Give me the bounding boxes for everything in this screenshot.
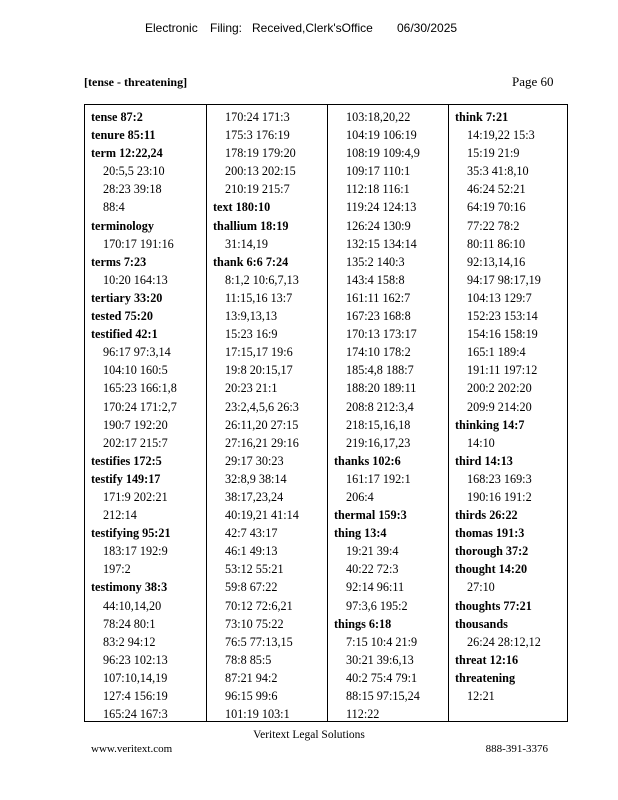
- index-reference: 190:7 192:20: [103, 417, 168, 432]
- index-reference: 87:21 94:2: [225, 670, 278, 685]
- index-reference: 53:12 55:21: [225, 562, 284, 577]
- index-reference: 97:3,6 195:2: [346, 598, 408, 613]
- index-reference: 83:2 94:12: [103, 634, 156, 649]
- index-reference: 59:8 67:22: [225, 580, 278, 595]
- filing-label: Filing:: [210, 21, 243, 35]
- index-column-3: [327, 105, 449, 721]
- index-reference: 20:5,5 23:10: [103, 164, 165, 179]
- index-reference: 161:17 192:1: [346, 471, 411, 486]
- index-column-2: [206, 105, 328, 721]
- index-reference: 200:13 202:15: [225, 164, 296, 179]
- index-reference: 170:17 191:16: [103, 236, 174, 251]
- index-reference: 107:10,14,19: [103, 670, 168, 685]
- index-reference: 108:19 109:4,9: [346, 146, 420, 161]
- index-reference: 88:4: [103, 200, 125, 215]
- index-reference: 19:21 39:4: [346, 544, 399, 559]
- index-term: tertiary 33:20: [91, 290, 163, 305]
- index-term: terminology: [91, 218, 154, 233]
- index-term: threatening: [455, 670, 516, 685]
- index-reference: 206:4: [346, 489, 374, 504]
- index-reference: 46:1 49:13: [225, 544, 278, 559]
- index-reference: 165:1 189:4: [467, 345, 526, 360]
- index-reference: 46:24 52:21: [467, 182, 526, 197]
- index-term: testifies 172:5: [91, 453, 162, 468]
- index-term: thoughts 77:21: [455, 598, 532, 613]
- index-reference: 170:24 171:2,7: [103, 399, 177, 414]
- index-reference: 152:23 153:14: [467, 309, 538, 324]
- index-reference: 185:4,8 188:7: [346, 363, 414, 378]
- index-reference: 35:3 41:8,10: [467, 164, 529, 179]
- index-term: testimony 38:3: [91, 580, 168, 595]
- index-reference: 154:16 158:19: [467, 327, 538, 342]
- index-reference: 92:13,14,16: [467, 254, 526, 269]
- index-term: thank 6:6 7:24: [213, 254, 289, 269]
- index-reference: 28:23 39:18: [103, 182, 162, 197]
- index-reference: 13:9,13,13: [225, 309, 278, 324]
- index-reference: 104:19 106:19: [346, 128, 417, 143]
- index-grid: [84, 104, 568, 722]
- index-reference: 170:24 171:3: [225, 110, 290, 124]
- index-reference: 212:14: [103, 508, 137, 523]
- index-reference: 210:19 215:7: [225, 182, 290, 197]
- index-reference: 14:19,22 15:3: [467, 128, 535, 143]
- index-term: third 14:13: [455, 453, 513, 468]
- index-reference: 40:19,21 41:14: [225, 508, 299, 523]
- index-reference: 7:15 10:4 21:9: [346, 634, 418, 649]
- index-reference: 103:18,20,22: [346, 110, 411, 124]
- index-reference: 31:14,19: [225, 236, 268, 251]
- index-reference: 209:9 214:20: [467, 399, 532, 414]
- index-reference: 183:17 192:9: [103, 544, 168, 559]
- index-term: thomas 191:3: [455, 526, 525, 541]
- index-reference: 112:18 116:1: [346, 182, 410, 197]
- index-reference: 30:21 39:6,13: [346, 652, 414, 667]
- index-term: testifying 95:21: [91, 526, 171, 541]
- index-reference: 27:16,21 29:16: [225, 435, 299, 450]
- index-reference: 208:8 212:3,4: [346, 399, 414, 414]
- index-reference: 170:13 173:17: [346, 327, 417, 342]
- index-term: think 7:21: [455, 110, 509, 124]
- index-term: term 12:22,24: [91, 146, 163, 161]
- index-reference: 26:24 28:12,12: [467, 634, 541, 649]
- page-number: Page 60: [512, 74, 554, 89]
- index-reference: 112:22: [346, 707, 380, 722]
- index-reference: 76:5 77:13,15: [225, 634, 293, 649]
- index-column-4: [448, 105, 570, 721]
- index-reference: 135:2 140:3: [346, 254, 405, 269]
- index-reference: 165:23 166:1,8: [103, 381, 177, 396]
- index-reference: 14:10: [467, 435, 495, 450]
- index-reference: 219:16,17,23: [346, 435, 411, 450]
- index-reference: 12:21: [467, 689, 495, 703]
- index-reference: 96:23 102:13: [103, 652, 168, 667]
- index-reference: 143:4 158:8: [346, 272, 405, 287]
- index-reference: 78:8 85:5: [225, 652, 272, 667]
- index-reference: 191:11 197:12: [467, 363, 538, 378]
- index-reference: 32:8,9 38:14: [225, 471, 287, 486]
- index-column-1: [85, 105, 206, 721]
- footer-website: www.veritext.com: [91, 743, 173, 755]
- index-reference: 165:24 167:3: [103, 707, 168, 722]
- footer-phone: 888-391-3376: [485, 743, 548, 755]
- filing-received: Received,Clerk'sOffice: [252, 21, 373, 35]
- index-term: text 180:10: [213, 200, 271, 215]
- index-range: [tense - threatening]: [84, 75, 188, 89]
- index-reference: 80:11 86:10: [467, 236, 526, 251]
- index-reference: 78:24 80:1: [103, 616, 156, 631]
- index-reference: 19:8 20:15,17: [225, 363, 293, 378]
- index-reference: 188:20 189:11: [346, 381, 417, 396]
- index-reference: 109:17 110:1: [346, 164, 411, 179]
- index-reference: 17:15,17 19:6: [225, 345, 293, 360]
- index-reference: 175:3 176:19: [225, 128, 290, 143]
- index-reference: 29:17 30:23: [225, 453, 284, 468]
- index-reference: 40:2 75:4 79:1: [346, 670, 418, 685]
- index-reference: 96:17 97:3,14: [103, 345, 171, 360]
- index-term: thirds 26:22: [455, 508, 518, 523]
- index-reference: 197:2: [103, 562, 131, 577]
- index-reference: 171:9 202:21: [103, 489, 168, 504]
- index-reference: 8:1,2 10:6,7,13: [225, 272, 299, 287]
- index-reference: 104:10 160:5: [103, 363, 168, 378]
- index-reference: 200:2 202:20: [467, 381, 532, 396]
- index-reference: 42:7 43:17: [225, 526, 278, 541]
- index-reference: 126:24 130:9: [346, 218, 411, 233]
- filing-date: 06/30/2025: [397, 21, 458, 35]
- index-reference: 88:15 97:15,24: [346, 689, 420, 703]
- filing-electronic: Electronic: [145, 21, 198, 35]
- footer-company: Veritext Legal Solutions: [253, 729, 365, 741]
- index-reference: 27:10: [467, 580, 495, 595]
- index-reference: 10:20 164:13: [103, 272, 168, 287]
- index-term: thing 13:4: [334, 526, 387, 541]
- index-term: thorough 37:2: [455, 544, 529, 559]
- index-term: tested 75:20: [91, 309, 153, 324]
- index-term: tense 87:2: [91, 110, 143, 124]
- index-reference: 168:23 169:3: [467, 471, 532, 486]
- index-reference: 11:15,16 13:7: [225, 290, 293, 305]
- index-reference: 15:23 16:9: [225, 327, 278, 342]
- index-term: tenure 85:11: [91, 128, 156, 143]
- index-reference: 202:17 215:7: [103, 435, 168, 450]
- index-reference: 94:17 98:17,19: [467, 272, 541, 287]
- index-reference: 218:15,16,18: [346, 417, 411, 432]
- index-term: threat 12:16: [455, 652, 519, 667]
- index-term: testified 42:1: [91, 327, 158, 342]
- index-reference: 15:19 21:9: [467, 146, 520, 161]
- index-reference: 104:13 129:7: [467, 290, 532, 305]
- index-reference: 73:10 75:22: [225, 616, 284, 631]
- index-term: thanks 102:6: [334, 453, 401, 468]
- index-reference: 96:15 99:6: [225, 689, 278, 703]
- index-term: thallium 18:19: [213, 218, 289, 233]
- index-reference: 77:22 78:2: [467, 218, 520, 233]
- index-reference: 92:14 96:11: [346, 580, 405, 595]
- index-reference: 26:11,20 27:15: [225, 417, 299, 432]
- index-reference: 23:2,4,5,6 26:3: [225, 399, 299, 414]
- index-term: things 6:18: [334, 616, 392, 631]
- index-reference: 178:19 179:20: [225, 146, 296, 161]
- index-reference: 44:10,14,20: [103, 598, 162, 613]
- index-term: thousands: [455, 616, 508, 631]
- index-reference: 167:23 168:8: [346, 309, 411, 324]
- index-reference: 132:15 134:14: [346, 236, 417, 251]
- index-term: thermal 159:3: [334, 508, 407, 523]
- index-reference: 190:16 191:2: [467, 489, 532, 504]
- index-reference: 70:12 72:6,21: [225, 598, 293, 613]
- index-reference: 161:11 162:7: [346, 290, 411, 305]
- index-reference: 101:19 103:1: [225, 707, 290, 722]
- index-reference: 40:22 72:3: [346, 562, 399, 577]
- index-reference: 64:19 70:16: [467, 200, 526, 215]
- index-reference: 20:23 21:1: [225, 381, 278, 396]
- index-term: terms 7:23: [91, 254, 147, 269]
- index-reference: 119:24 124:13: [346, 200, 417, 215]
- index-reference: 127:4 156:19: [103, 689, 168, 703]
- index-term: testify 149:17: [91, 471, 161, 486]
- index-reference: 174:10 178:2: [346, 345, 411, 360]
- index-term: thinking 14:7: [455, 417, 525, 432]
- index-term: thought 14:20: [455, 562, 528, 577]
- index-reference: 38:17,23,24: [225, 489, 284, 504]
